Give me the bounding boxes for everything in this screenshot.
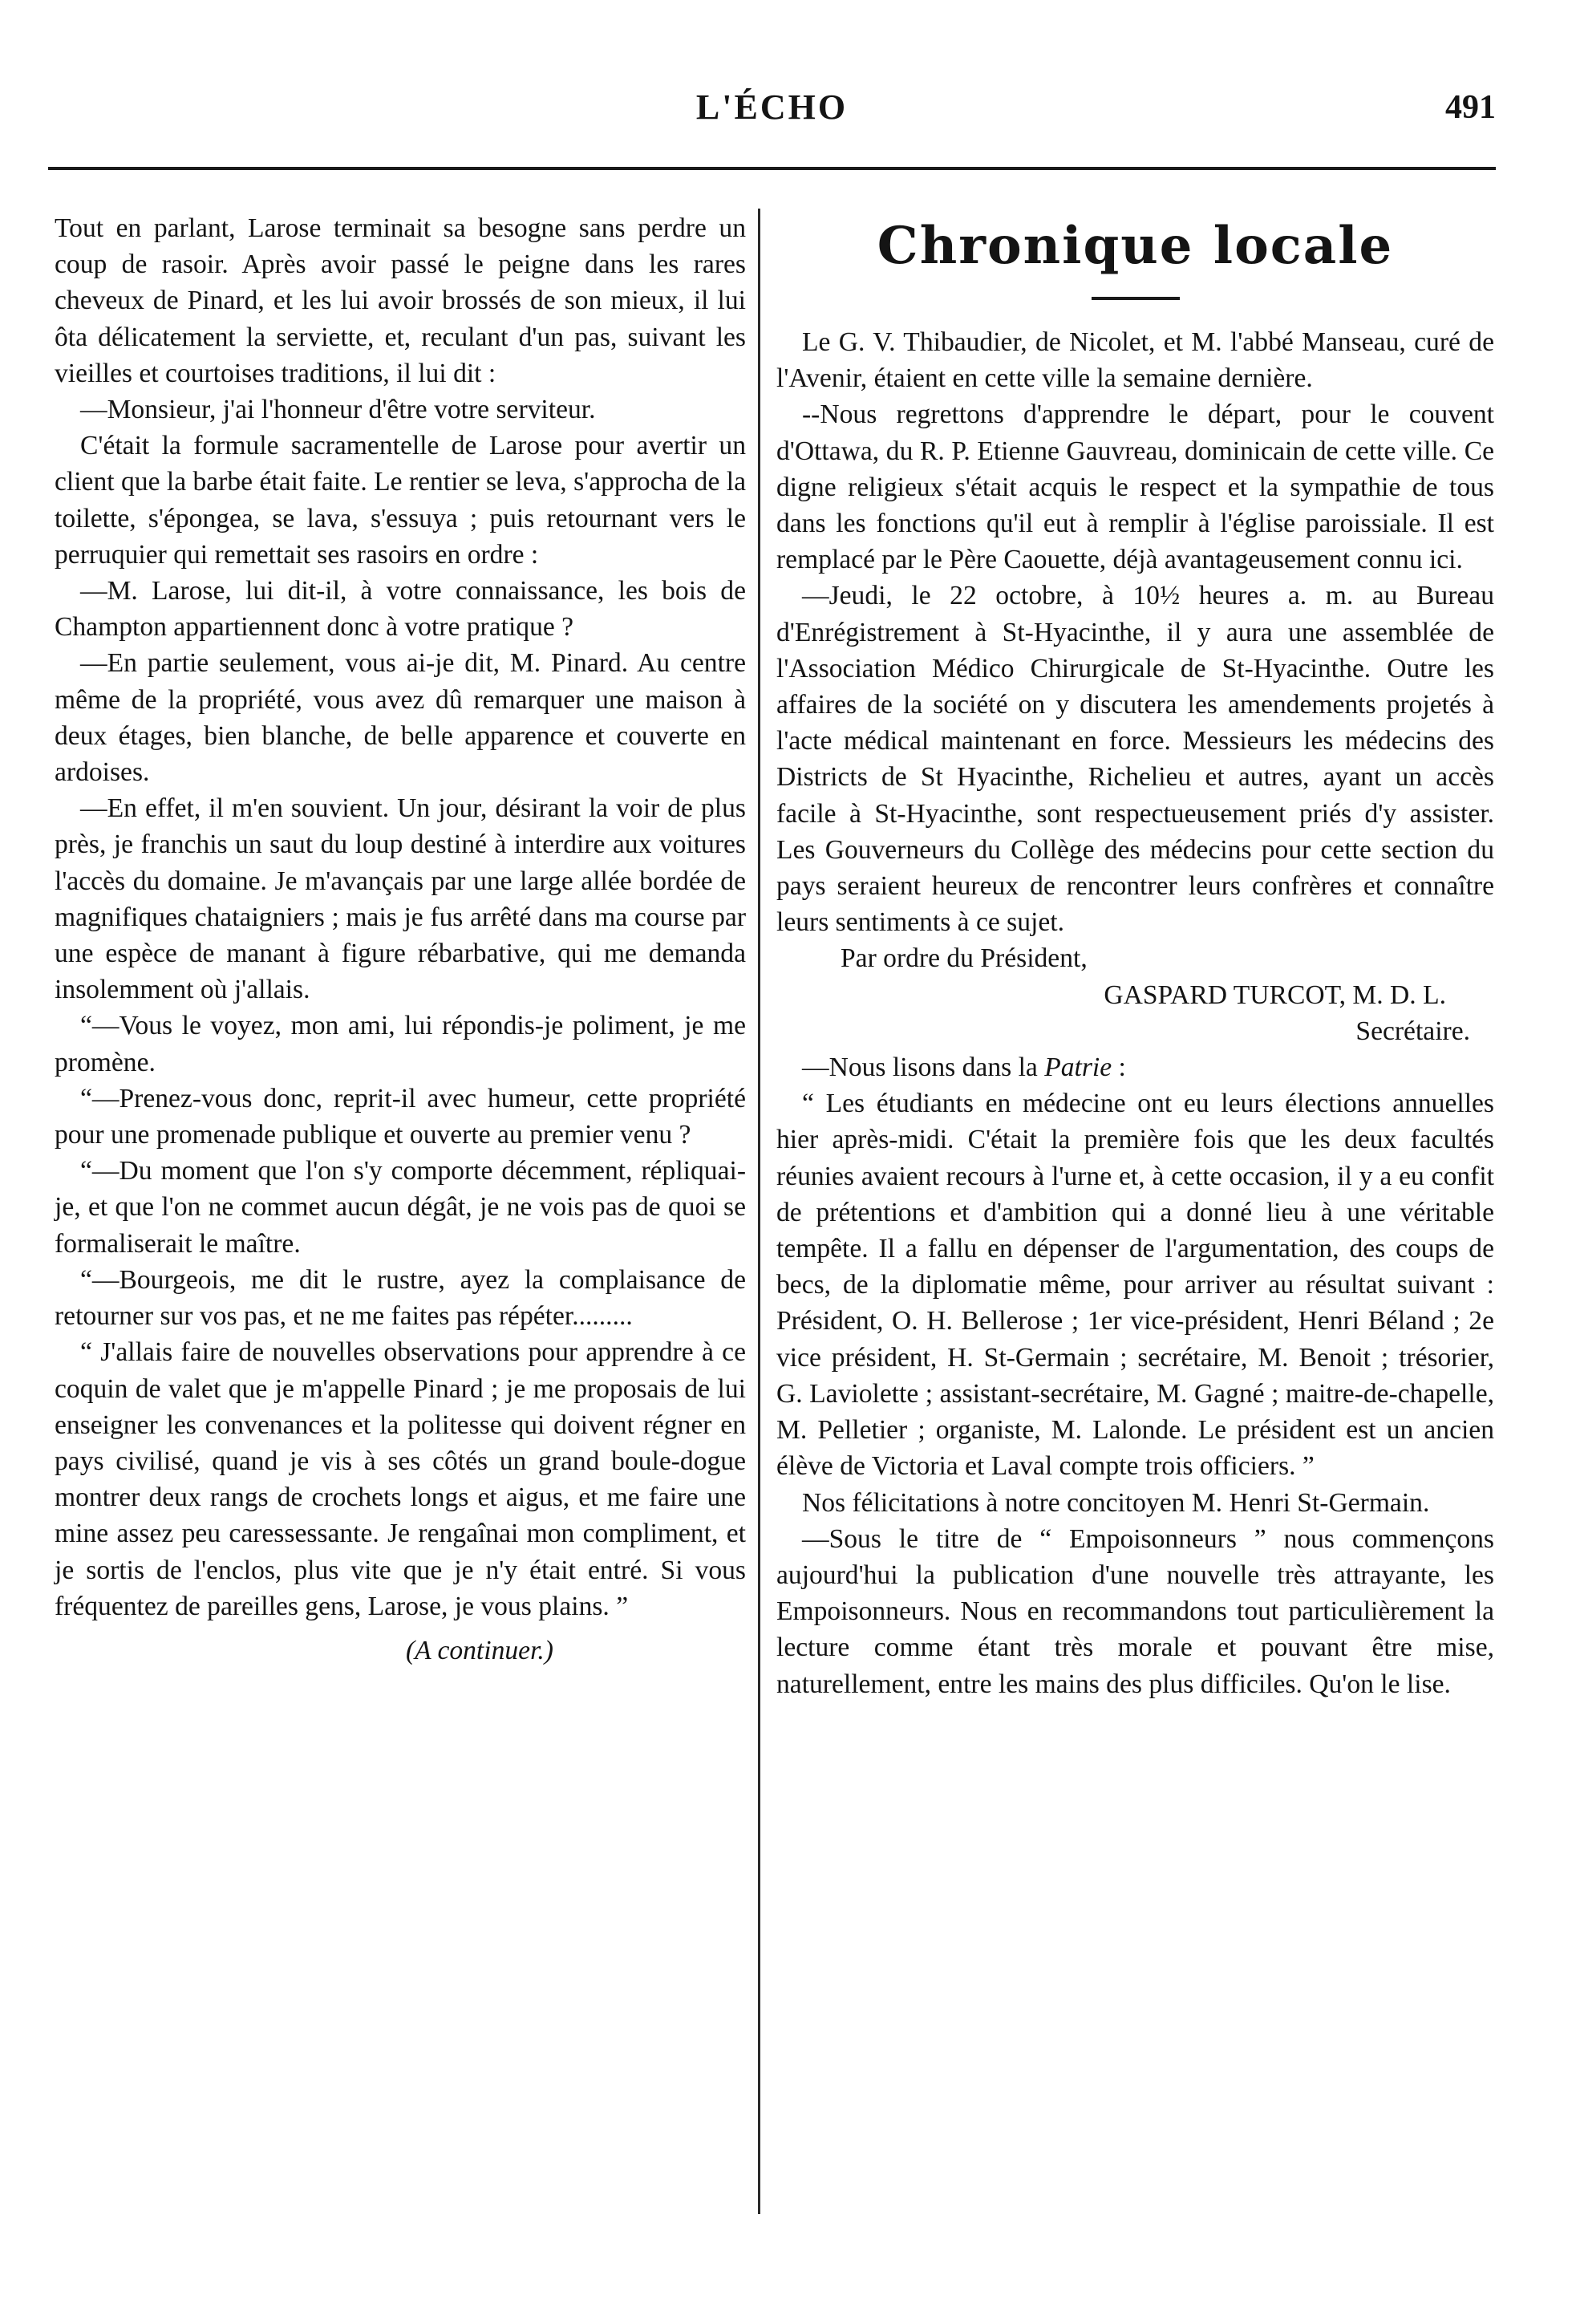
right-column [776, 210, 1494, 1702]
newspaper-name: Patrie [1044, 1052, 1112, 1083]
paragraph: --Nous regrettons d'apprendre le départ, pour le couvent d'Ottawa, du R. P. Etienne Gauvreau, dominicain de cette ville. Ce digne religieux s'était acquis le respect et la sympathie de tous dans les fonctions qu'il eut à remplir à l'église paroissiale. Il est remplacé par le Père Caouette, déjà avantageusement connu ici. [776, 400, 1494, 575]
paragraph: “—Du moment que l'on s'y comporte décemment, répliquai-je, et que l'on ne commet aucun dégât, je ne vois pas de quoi se formaliserait le maître. [55, 1156, 746, 1259]
page-header [48, 87, 1496, 143]
patrie-intro: —Nous lisons dans la [802, 1052, 1038, 1083]
paragraph: “ J'allais faire de nouvelles observations pour apprendre à ce coquin de valet que je m'appelle Pinard ; je me proposais de lui enseigner les convenances et la politesse qui doivent régner en pays civilisé, quand je vis à ses côtés un grand boule-dogue montrer deux rangs de crochets longs et aigus, et me faire une mine assez peu caressessante. Je rengaînai mon compliment, et je sortis de l'enclos, plus vite que je n'y était entré. Si vous fréquentez de pareilles gens, Larose, je vous plains. ” [55, 1337, 746, 1621]
left-column [55, 210, 746, 1669]
paragraph: C'était la formule sacramentelle de Larose pour avertir un client que la barbe était faite. Le rentier se leva, s'approcha de la toilette, s'épongea, se lava, s'essuya ; puis retournant vers le perruquier qui remettait ses rasoirs en ordre : [55, 431, 746, 570]
signature: GASPARD TURCOT, M. D. L. [1104, 979, 1446, 1010]
order-line: Par ordre du Président, [841, 943, 1088, 974]
column-divider [758, 209, 760, 2214]
paragraph: —M. Larose, lui dit-il, à votre connaissance, les bois de Champton appartiennent donc à votre pratique ? [55, 576, 746, 643]
paragraph: “—Vous le voyez, mon ami, lui répondis-je poliment, je me promène. [55, 1011, 746, 1077]
paragraph: —Sous le titre de “ Empoisonneurs ” nous commençons aujourd'hui la publication d'une nouvelle très attrayante, les Empoisonneurs. Nous en recommandons tout particulièrement la lecture comme étant très morale et pouvant être mise, naturellement, entre les mains des plus difficiles. Qu'on le lise. [776, 1523, 1494, 1699]
paragraph: —Jeudi, le 22 octobre, à 10½ heures a. m. au Bureau d'Enrégistrement à St-Hyacinthe, il y aura une assemblée de l'Association Médico Chirurgicale de St-Hyacinthe. Outre les affaires de la société on y discutera les amendements projetés à l'acte médical maintenant en force. Messieurs les médecins des Districts de St Hyacinthe, Richelieu et autres, ayant un accès facile à St-Hyacinthe, sont respectueusement priés d'y assister. Les Gouverneurs du Collège des médecins pour cette section du pays seraient heureux de rencontrer leurs confrères et connaître leurs sentiments à ce sujet. [776, 581, 1494, 938]
header-rule [48, 167, 1496, 170]
paragraph: “—Bourgeois, me dit le rustre, ayez la complaisance de retourner sur vos pas, et ne me faites pas répéter......... [55, 1264, 746, 1332]
patrie-intro-paragraph [776, 1049, 1494, 1085]
paragraph: —En partie seulement, vous ai-je dit, M. Pinard. Au centre même de la propriété, vous avez dû remarquer une maison à deux étages, bien blanche, de belle apparence et couverte en ardoises. [55, 648, 746, 788]
paragraph: “—Prenez-vous donc, reprit-il avec humeur, cette propriété pour une promenade publique et ouverte au premier venu ? [55, 1083, 746, 1150]
section-title: Chronique locale [877, 216, 1394, 276]
paragraph: Le G. V. Thibaudier, de Nicolet, et M. l'abbé Manseau, curé de l'Avenir, étaient en cette ville la semaine dernière. [776, 327, 1494, 394]
paragraph: Nos félicitations à notre concitoyen M. Henri St-Germain. [802, 1487, 1430, 1518]
continuation-note: (A continuer.) [405, 1635, 553, 1665]
title-rule [1092, 297, 1180, 300]
signature-role: Secrétaire. [1355, 1016, 1470, 1046]
paragraph: —Monsieur, j'ai l'honneur d'être votre serviteur. [80, 395, 596, 425]
quote-paragraph: “ Les étudiants en médecine ont eu leurs élections annuelles hier après-midi. C'était la première fois que les deux facultés réunies avaient recours à l'urne et, à cette occasion, il y a eu confit de prétentions et d'ambition qui a donné lieu à une véritable tempête. Il a fallu en dépenser de l'argumentation, des coups de becs, de la diplomatie même, pour arriver au résultat suivant : Président, O. H. Bellerose ; 1er vice-président, Henri Béland ; 2e vice président, H. St-Germain ; secrétaire, M. Benoit ; trésorier, G. Laviolette ; assistant-secrétaire, M. Gagné ; maitre-de-chapelle, M. Pelletier ; organiste, M. Lalonde. Le président est un ancien élève de Victoria et Laval compte trois officiers. ” [776, 1089, 1494, 1482]
page-number: 491 [1445, 89, 1496, 126]
running-title: L'ÉCHO [695, 87, 849, 127]
paragraph: —En effet, il m'en souvient. Un jour, désirant la voir de plus près, je franchis un saut du loup destiné à interdire aux voitures l'accès du domaine. Je m'avançais par une large allée bordée de magnifiques chataigniers ; mais je fus arrêté dans ma course par une espèce de manant à figure rébarbative, qui me demanda insolemment où j'allais. [55, 793, 746, 1005]
paragraph: Tout en parlant, Larose terminait sa besogne sans perdre un coup de rasoir. Après avoir passé le peigne dans les rares cheveux de Pinard, et les lui avoir brossés de son mieux, il lui ôta délicatement la serviette, et, reculant d'un pas, suivant les vieilles et courtoises traditions, il lui dit : [55, 213, 746, 388]
patrie-colon: : [1112, 1052, 1126, 1083]
